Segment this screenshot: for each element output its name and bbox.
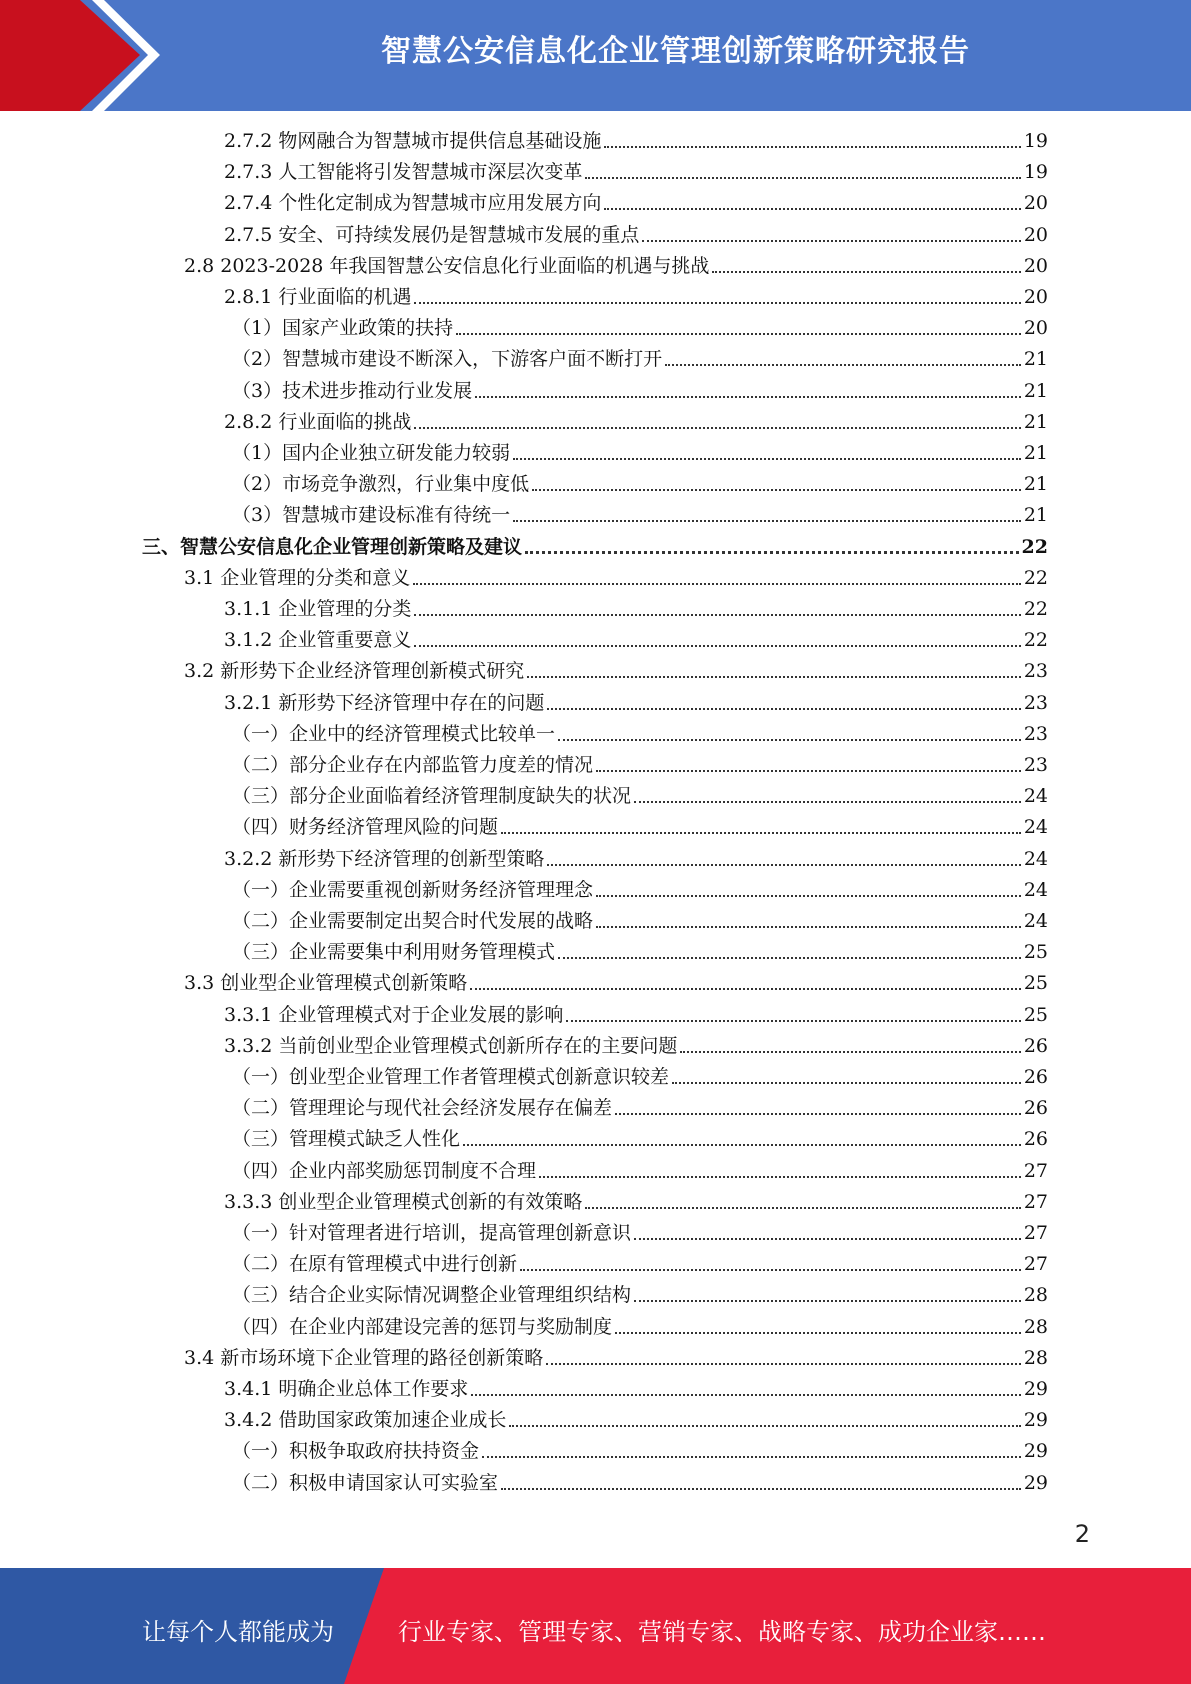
- toc-dot-leader: [482, 1456, 1021, 1458]
- toc-entry-title: 3.1.1 企业管理的分类: [224, 598, 412, 620]
- toc-entry-title: （三）部分企业面临着经济管理制度缺失的状况: [232, 785, 632, 808]
- toc-dot-leader: [414, 645, 1020, 647]
- toc-entry-title: 3.1.2 企业管重要意义: [224, 629, 412, 652]
- toc-dot-leader: [558, 739, 1021, 741]
- toc-entry[interactable]: [184, 1343, 1048, 1374]
- page-number: 2: [1074, 1520, 1090, 1548]
- toc-entry[interactable]: [224, 157, 1048, 188]
- toc-entry-page: 21: [1023, 504, 1048, 527]
- toc-dot-leader: [585, 1207, 1020, 1209]
- toc-dot-leader: [596, 770, 1021, 772]
- toc-entry[interactable]: [224, 407, 1048, 438]
- toc-dot-leader: [525, 551, 1019, 554]
- toc-entry-page: 28: [1023, 1315, 1048, 1338]
- toc-entry-page: 22: [1023, 629, 1048, 652]
- toc-entry[interactable]: [232, 344, 1048, 375]
- toc-dot-leader: [470, 988, 1021, 990]
- toc-entry-page: 19: [1023, 130, 1048, 152]
- toc-dot-leader: [414, 427, 1020, 429]
- toc-entry-page: 20: [1023, 192, 1048, 215]
- toc-dot-leader: [413, 583, 1021, 585]
- toc-entry-title: （一）企业需要重视创新财务经济管理理念: [232, 878, 594, 901]
- toc-entry-page: 19: [1023, 161, 1048, 184]
- toc-dot-leader: [604, 146, 1020, 148]
- footer-slogan-right: 行业专家、管理专家、营销专家、战略专家、成功企业家……: [398, 1618, 1046, 1646]
- toc-dot-leader: [513, 520, 1021, 522]
- toc-entry[interactable]: [224, 1000, 1048, 1031]
- toc-entry-title: （四）在企业内部建设完善的惩罚与奖励制度: [232, 1315, 613, 1338]
- toc-entry-title: （2）市场竞争激烈，行业集中度低: [232, 473, 530, 496]
- toc-entry[interactable]: [224, 220, 1048, 251]
- toc-entry[interactable]: [232, 469, 1048, 500]
- toc-entry-page: 29: [1023, 1378, 1048, 1400]
- toc-entry[interactable]: [232, 1280, 1048, 1311]
- toc-entry[interactable]: [232, 1156, 1048, 1187]
- toc-entry-page: 22: [1021, 535, 1048, 558]
- toc-entry-title: （一）企业中的经济管理模式比较单一: [232, 722, 556, 745]
- toc-entry-page: 25: [1023, 1003, 1048, 1026]
- toc-entry-title: （二）管理理论与现代社会经济发展存在偏差: [232, 1097, 613, 1120]
- toc-entry[interactable]: [224, 1405, 1048, 1436]
- toc-entry-title: 2.8.2 行业面临的挑战: [224, 410, 412, 433]
- toc-entry-title: 3.4 新市场环境下企业管理的路径创新策略: [184, 1346, 544, 1369]
- toc-entry-page: 21: [1023, 348, 1048, 371]
- toc-entry[interactable]: [184, 968, 1048, 999]
- toc-dot-leader: [547, 864, 1020, 866]
- toc-dot-leader: [456, 333, 1021, 335]
- toc-dot-leader: [471, 1394, 1020, 1396]
- toc-entry-page: 26: [1023, 1034, 1048, 1057]
- toc-dot-leader: [527, 676, 1021, 678]
- toc-entry[interactable]: [232, 812, 1048, 843]
- toc-entry[interactable]: [232, 1468, 1048, 1499]
- toc-dot-leader: [501, 832, 1021, 834]
- toc-entry-page: 27: [1023, 1222, 1048, 1244]
- toc-entry[interactable]: [232, 313, 1048, 344]
- toc-entry-title: （1）国内企业独立研发能力较弱: [232, 442, 511, 464]
- toc-entry[interactable]: [184, 251, 1048, 282]
- toc-entry-page: 24: [1023, 847, 1048, 870]
- toc-entry-title: （三）管理模式缺乏人性化: [232, 1128, 461, 1151]
- toc-entry-title: （3）技术进步推动行业发展: [232, 379, 473, 402]
- toc-entry-page: 21: [1023, 442, 1048, 464]
- toc-dot-leader: [501, 1488, 1021, 1490]
- toc-entry-title: 3.2 新形势下企业经济管理创新模式研究: [184, 660, 525, 683]
- toc-dot-leader: [547, 708, 1020, 710]
- toc-entry-page: 28: [1023, 1284, 1048, 1307]
- toc-entry[interactable]: [232, 937, 1048, 968]
- toc-entry-title: 3.3.2 当前创业型企业管理模式创新所存在的主要问题: [224, 1034, 678, 1057]
- toc-entry-page: 24: [1023, 910, 1048, 932]
- toc-entry-page: 23: [1023, 660, 1048, 683]
- toc-entry[interactable]: [224, 188, 1048, 219]
- toc-dot-leader: [615, 1113, 1021, 1115]
- toc-dot-leader: [665, 364, 1021, 366]
- toc-entry[interactable]: [232, 1312, 1048, 1343]
- toc-dot-leader: [475, 396, 1021, 398]
- toc-entry-page: 29: [1023, 1440, 1048, 1463]
- toc-entry[interactable]: [232, 438, 1048, 469]
- toc-dot-leader: [546, 1363, 1021, 1365]
- report-title: 智慧公安信息化企业管理创新策略研究报告: [381, 34, 970, 69]
- toc-entry-page: 22: [1023, 598, 1048, 620]
- toc-entry-page: 23: [1023, 754, 1048, 776]
- toc-entry-title: （2）智慧城市建设不断深入，下游客户面不断打开: [232, 348, 663, 371]
- toc-entry-page: 23: [1023, 722, 1048, 745]
- toc-entry-title: 3.3.1 企业管理模式对于企业发展的影响: [224, 1003, 564, 1026]
- toc-dot-leader: [634, 801, 1021, 803]
- toc-entry-title: （二）在原有管理模式中进行创新: [232, 1253, 518, 1276]
- toc-dot-leader: [414, 302, 1020, 304]
- toc-entry-title: 3.1 企业管理的分类和意义: [184, 566, 411, 589]
- toc-entry-title: 3.4.2 借助国家政策加速企业成长: [224, 1409, 507, 1432]
- toc-entry-page: 27: [1023, 1253, 1048, 1276]
- toc-entry-page: 24: [1023, 816, 1048, 839]
- footer-slogan-left: 让每个人都能成为: [142, 1618, 334, 1646]
- toc-entry-title: 三、智慧公安信息化企业管理创新策略及建议: [142, 535, 523, 558]
- toc-entry[interactable]: [224, 1374, 1048, 1405]
- toc-entry[interactable]: [232, 781, 1048, 812]
- toc-dot-leader: [596, 895, 1021, 897]
- toc-entry-title: 3.2.2 新形势下经济管理的创新型策略: [224, 847, 545, 870]
- toc-entry-page: 24: [1023, 878, 1048, 901]
- toc-entry[interactable]: [232, 1218, 1048, 1249]
- toc-entry[interactable]: [232, 875, 1048, 906]
- toc-entry-page: 21: [1023, 379, 1048, 402]
- toc-entry[interactable]: [224, 126, 1048, 157]
- toc-entry-title: （二）企业需要制定出契合时代发展的战略: [232, 910, 594, 932]
- toc-entry-title: （一）积极争取政府扶持资金: [232, 1440, 480, 1463]
- toc-entry-title: （四）企业内部奖励惩罚制度不合理: [232, 1159, 537, 1182]
- page-header: [0, 0, 1191, 111]
- toc-entry[interactable]: [224, 594, 1048, 625]
- toc-entry[interactable]: [224, 282, 1048, 313]
- toc-entry-page: 23: [1023, 691, 1048, 714]
- toc-entry-page: 28: [1023, 1346, 1048, 1369]
- toc-entry-title: 2.7.2 物网融合为智慧城市提供信息基础设施: [224, 130, 602, 152]
- toc-dot-leader: [532, 489, 1021, 491]
- toc-entry-page: 26: [1023, 1097, 1048, 1120]
- toc-dot-leader: [520, 1269, 1021, 1271]
- toc-entry-title: （二）部分企业存在内部监管力度差的情况: [232, 754, 594, 776]
- toc-entry[interactable]: [232, 719, 1048, 750]
- toc-dot-leader: [558, 957, 1021, 959]
- toc-entry-title: 3.3.3 创业型企业管理模式创新的有效策略: [224, 1190, 583, 1213]
- toc-dot-leader: [634, 1238, 1021, 1240]
- toc-entry-page: 27: [1023, 1159, 1048, 1182]
- toc-entry-title: 2.8.1 行业面临的机遇: [224, 286, 412, 308]
- toc-entry-title: 3.4.1 明确企业总体工作要求: [224, 1378, 469, 1400]
- toc-entry[interactable]: [232, 1436, 1048, 1467]
- toc-dot-leader: [642, 240, 1020, 242]
- toc-dot-leader: [712, 271, 1020, 273]
- toc-entry-page: 20: [1023, 286, 1048, 308]
- toc-dot-leader: [596, 926, 1021, 928]
- toc-entry-title: 2.7.3 人工智能将引发智慧城市深层次变革: [224, 161, 583, 184]
- toc-dot-leader: [634, 1300, 1021, 1302]
- toc-entry[interactable]: [184, 563, 1048, 594]
- toc-entry[interactable]: [232, 1062, 1048, 1093]
- toc-entry[interactable]: [232, 1249, 1048, 1280]
- toc-entry-page: 20: [1023, 223, 1048, 246]
- toc-entry-page: 29: [1023, 1409, 1048, 1432]
- toc-entry[interactable]: [232, 906, 1048, 937]
- toc-entry-title: （三）企业需要集中利用财务管理模式: [232, 941, 556, 964]
- toc-dot-leader: [414, 614, 1020, 616]
- toc-dot-leader: [585, 177, 1020, 179]
- toc-dot-leader: [672, 1082, 1021, 1084]
- toc-dot-leader: [566, 1020, 1020, 1022]
- toc-entry-title: （二）积极申请国家认可实验室: [232, 1471, 499, 1494]
- toc-entry-title: 3.2.1 新形势下经济管理中存在的问题: [224, 691, 545, 714]
- toc-entry-page: 29: [1023, 1471, 1048, 1494]
- toc-entry[interactable]: [142, 532, 1048, 563]
- toc-entry[interactable]: [232, 1124, 1048, 1155]
- toc-entry[interactable]: [184, 656, 1048, 687]
- toc-entry-title: （三）结合企业实际情况调整企业管理组织结构: [232, 1284, 632, 1307]
- toc-entry[interactable]: [224, 1187, 1048, 1218]
- toc-dot-leader: [463, 1144, 1021, 1146]
- toc-entry[interactable]: [224, 844, 1048, 875]
- toc-entry-title: （一）创业型企业管理工作者管理模式创新意识较差: [232, 1066, 670, 1088]
- toc-entry[interactable]: [224, 688, 1048, 719]
- toc-entry-title: （3）智慧城市建设标准有待统一: [232, 504, 511, 527]
- toc-entry-page: 21: [1023, 410, 1048, 433]
- toc-entry-page: 25: [1023, 972, 1048, 995]
- toc-entry[interactable]: [232, 750, 1048, 781]
- toc-entry[interactable]: [224, 625, 1048, 656]
- toc-entry-page: 20: [1023, 254, 1048, 277]
- toc-dot-leader: [539, 1176, 1021, 1178]
- toc-dot-leader: [509, 1425, 1020, 1427]
- toc-entry[interactable]: [232, 500, 1048, 531]
- toc-entry-page: 21: [1023, 473, 1048, 496]
- toc-entry[interactable]: [232, 1093, 1048, 1124]
- page-footer: [0, 1568, 1191, 1684]
- toc-entry-page: 22: [1023, 566, 1048, 589]
- toc-entry-title: 2.7.4 个性化定制成为智慧城市应用发展方向: [224, 192, 602, 215]
- toc-dot-leader: [680, 1051, 1020, 1053]
- toc-entry-page: 26: [1023, 1128, 1048, 1151]
- toc-entry-page: 24: [1023, 785, 1048, 808]
- toc-entry-page: 26: [1023, 1066, 1048, 1088]
- toc-entry-title: （四）财务经济管理风险的问题: [232, 816, 499, 839]
- toc-entry-page: 27: [1023, 1190, 1048, 1213]
- toc-entry-page: 25: [1023, 941, 1048, 964]
- toc-dot-leader: [604, 208, 1020, 210]
- toc-entry-title: 3.3 创业型企业管理模式创新策略: [184, 972, 468, 995]
- toc-dot-leader: [615, 1332, 1021, 1334]
- toc-entry-title: 2.7.5 安全、可持续发展仍是智慧城市发展的重点: [224, 223, 640, 246]
- toc-dot-leader: [513, 458, 1021, 460]
- toc-entry-title: 2.8 2023-2028 年我国智慧公安信息化行业面临的机遇与挑战: [184, 254, 710, 277]
- toc-entry[interactable]: [224, 1031, 1048, 1062]
- toc-entry-title: （1）国家产业政策的扶持: [232, 317, 454, 340]
- toc-entry-title: （一）针对管理者进行培训，提高管理创新意识: [232, 1222, 632, 1244]
- toc-entry[interactable]: [232, 376, 1048, 407]
- toc-entry-page: 20: [1023, 317, 1048, 340]
